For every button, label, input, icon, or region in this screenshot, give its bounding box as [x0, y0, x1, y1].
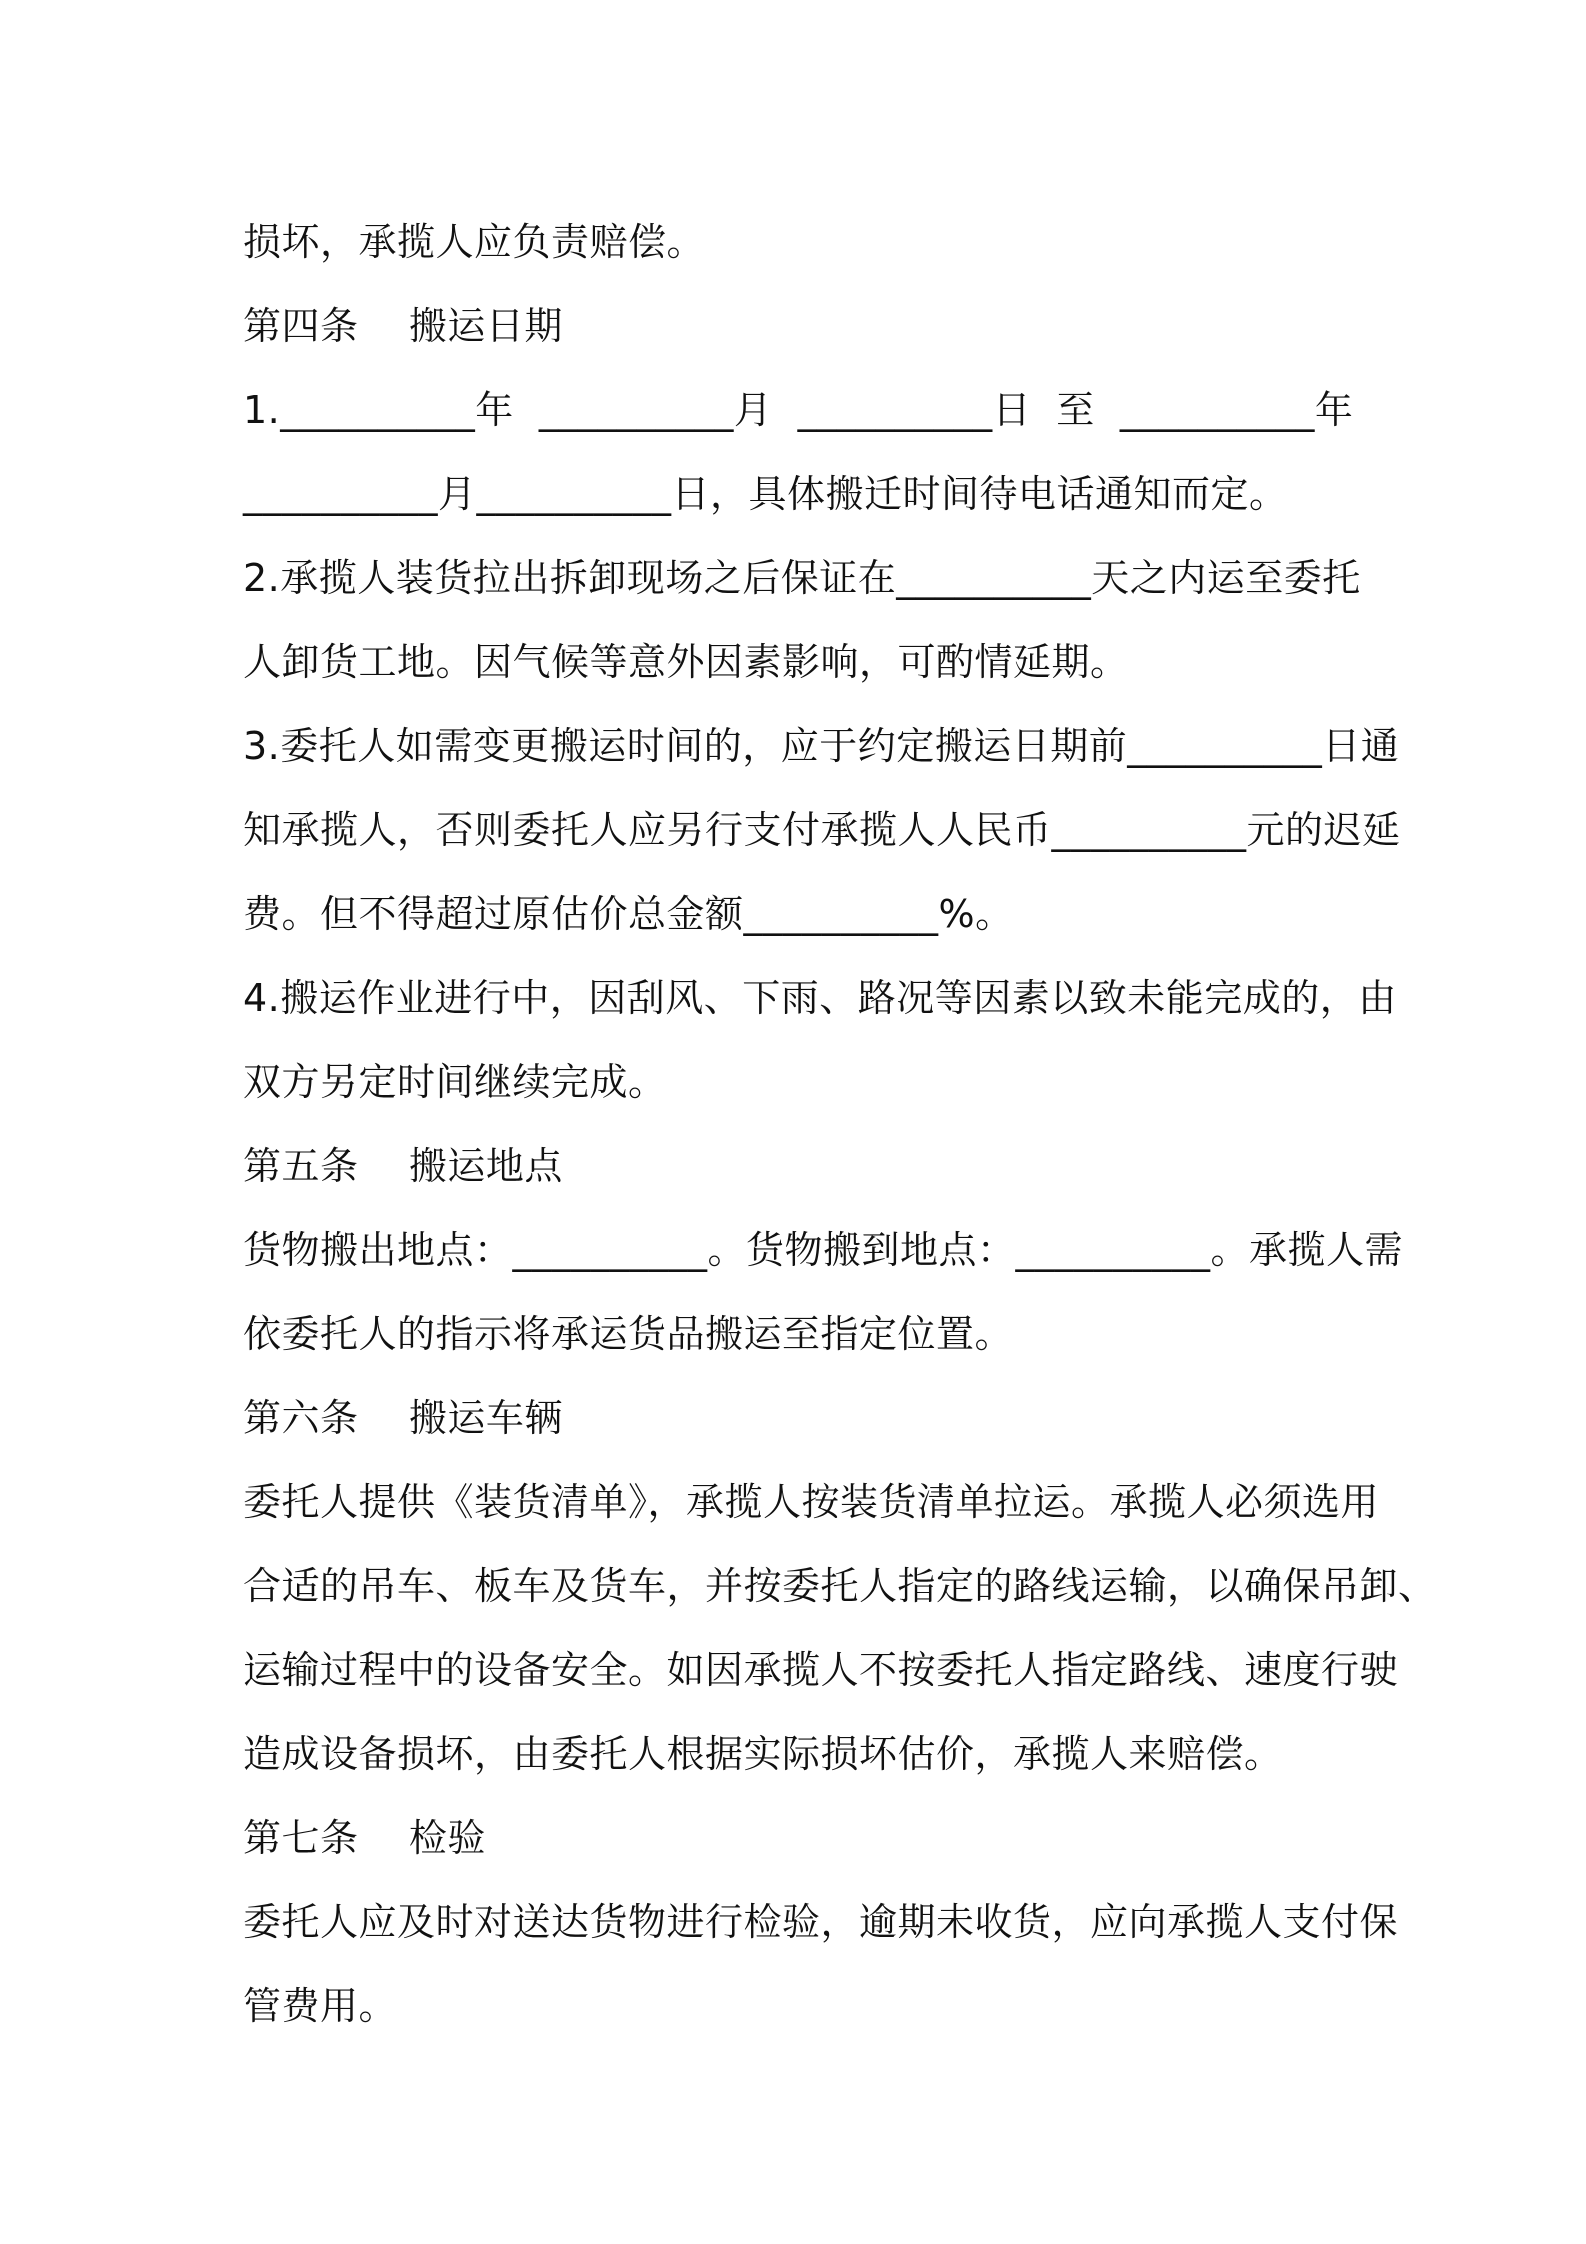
article-5-heading: 第五条 搬运地点: [243, 1144, 563, 1188]
article-6-heading: 第六条 搬运车辆: [243, 1396, 563, 1440]
paragraph-line: 损坏，承揽人应负责赔偿。: [243, 220, 706, 264]
paragraph-line: 合适的吊车、板车及货车，并按委托人指定的路线运输，以确保吊卸、: [243, 1564, 1437, 1608]
paragraph-line: 双方另定时间继续完成。: [243, 1060, 667, 1104]
article-7-heading: 第七条 检验: [243, 1816, 486, 1860]
article-4-heading: 第四条 搬运日期: [243, 304, 563, 348]
paragraph-line: 1.__________年 __________月 __________日 至 __________年: [243, 388, 1354, 432]
paragraph-line: 依委托人的指示将承运货品搬运至指定位置。: [243, 1312, 1014, 1356]
paragraph-line: 人卸货工地。因气候等意外因素影响，可酌情延期。: [243, 640, 1129, 684]
paragraph-line: 4.搬运作业进行中，因刮风、下雨、路况等因素以致未能完成的，由: [243, 976, 1397, 1020]
paragraph-line: 委托人应及时对送达货物进行检验，逾期未收货，应向承揽人支付保: [243, 1900, 1399, 1944]
paragraph-line: 货物搬出地点：__________。货物搬到地点：__________。承揽人需: [243, 1228, 1404, 1272]
paragraph-line: __________月__________日，具体搬迁时间待电话通知而定。: [243, 472, 1288, 516]
document-page: [243, 200, 1437, 2048]
paragraph-line: 费。但不得超过原估价总金额__________%。: [243, 892, 1014, 936]
paragraph-line: 2.承揽人装货拉出拆卸现场之后保证在__________天之内运至委托: [243, 556, 1361, 600]
paragraph-line: 委托人提供《装货清单》，承揽人按装货清单拉运。承揽人必须选用: [243, 1480, 1380, 1524]
paragraph-line: 管费用。: [243, 1984, 398, 2028]
paragraph-line: 3.委托人如需变更搬运时间的，应于约定搬运日期前__________日通: [243, 724, 1400, 768]
paragraph-line: 运输过程中的设备安全。如因承揽人不按委托人指定路线、速度行驶: [243, 1648, 1399, 1692]
paragraph-line: 造成设备损坏，由委托人根据实际损坏估价，承揽人来赔偿。: [243, 1732, 1283, 1776]
paragraph-line: 知承揽人，否则委托人应另行支付承揽人人民币__________元的迟延: [243, 808, 1401, 852]
